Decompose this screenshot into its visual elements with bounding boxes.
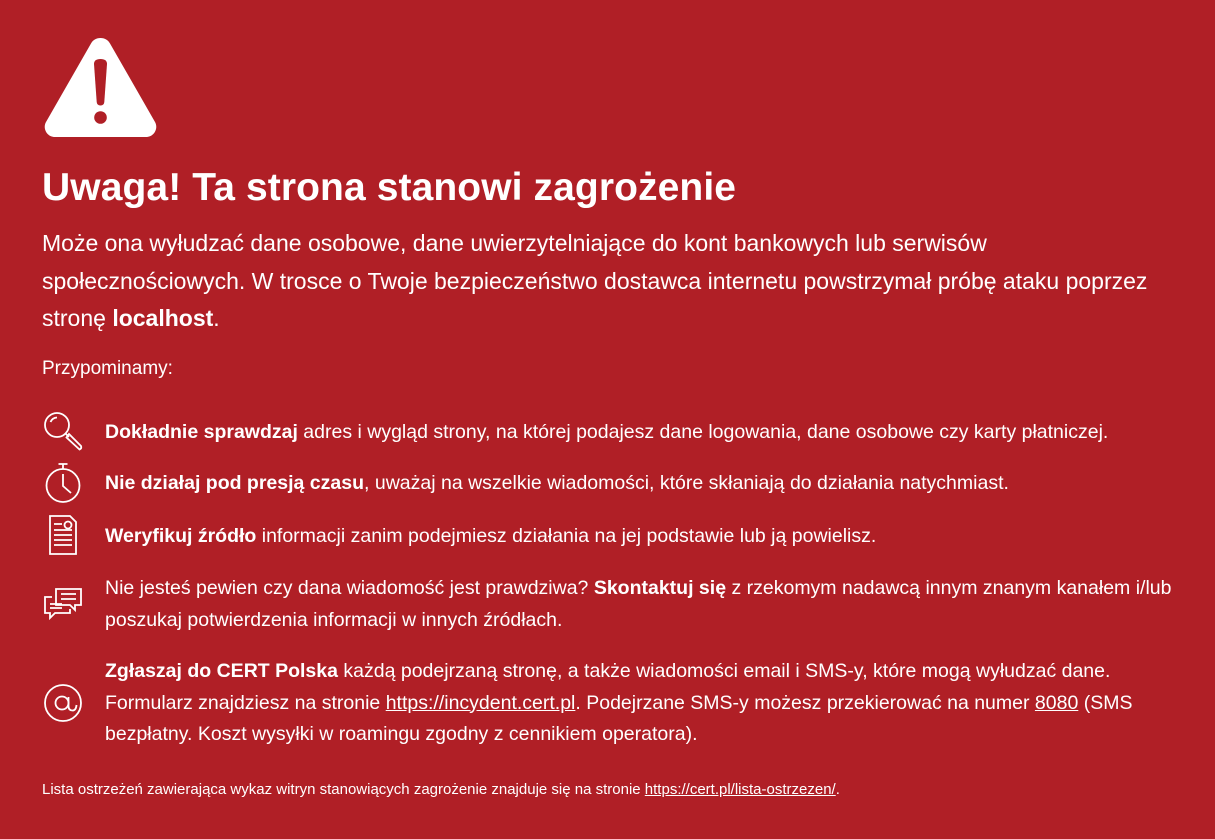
tip-text — [105, 521, 1190, 553]
chat-icon — [42, 585, 84, 627]
footer-text: Lista ostrzeżeń zawierająca wykaz witryn stanowiących zagrożenie znajduje się na stronie — [42, 781, 645, 798]
sms-number-link[interactable]: 8080 — [1034, 691, 1079, 714]
document-icon — [42, 514, 84, 556]
remind-label: Przypominamy: — [42, 358, 173, 379]
footer-note — [42, 781, 840, 798]
tip-text — [105, 656, 1190, 751]
blocked-host: localhost — [112, 305, 214, 331]
tip-bold: Skontaktuj się — [593, 577, 727, 599]
intro-end: . — [213, 305, 220, 331]
tip-body: każdą podejrzaną stronę, a także wiadomości email i SMS-y, które mogą wyłudzać dane. Formularz znajdziesz na stronie — [105, 660, 1111, 714]
tip-body: z rzekomym nadawcą innym znanym kanałem i/lub poszukaj potwierdzenia informacji w innych źródłach. — [105, 577, 1172, 631]
tip-question: Nie jesteś pewien czy dana wiadomość jest prawdziwa? — [105, 577, 594, 599]
warning-list-link[interactable]: https://cert.pl/lista-ostrzezen/ — [644, 781, 836, 798]
tip-bold: Zgłaszaj do CERT Polska — [105, 660, 338, 682]
page-title: Uwaga! Ta strona stanowi zagrożenie — [42, 166, 737, 209]
tip-bold: Weryfikuj źródło — [105, 525, 257, 547]
tip-body-3: (SMS bezpłatny. Koszt wysyłki w roamingu zgodny z cennikiem operatora). — [105, 691, 1133, 745]
intro-text: Może ona wyłudzać dane osobowe, dane uwierzytelniające do kont bankowych lub serwisów społecznościowych. W trosce o Twoje bezpieczeństwo dostawca internetu powstrzymał próbę ataku poprzez stronę — [42, 230, 1148, 331]
tip-text — [105, 573, 1190, 636]
tip-body: adres i wygląd strony, na której podajesz dane logowania, dane osobowe czy karty płatniczej. — [297, 421, 1109, 443]
at-sign-icon — [42, 682, 84, 724]
tip-text — [105, 468, 1190, 500]
tip-text — [105, 417, 1190, 449]
tip-bold: Nie działaj pod presją czasu — [105, 472, 365, 494]
tip-body: informacji zanim podejmiesz działania na jej podstawie lub ją powielisz. — [256, 525, 877, 547]
magnifier-icon — [42, 410, 84, 452]
intro-paragraph — [42, 225, 1172, 338]
tip-body: , uważaj na wszelkie wiadomości, które skłaniają do działania natychmiast. — [364, 472, 1009, 494]
footer-end: . — [835, 781, 840, 798]
tip-body-2: . Podejrzane SMS-y możesz przekierować na numer — [575, 691, 1035, 714]
stopwatch-icon — [42, 462, 84, 504]
warning-triangle-icon — [42, 34, 159, 138]
tip-bold: Dokładnie sprawdzaj — [105, 421, 298, 443]
incident-form-link[interactable]: https://incydent.cert.pl — [385, 691, 576, 714]
